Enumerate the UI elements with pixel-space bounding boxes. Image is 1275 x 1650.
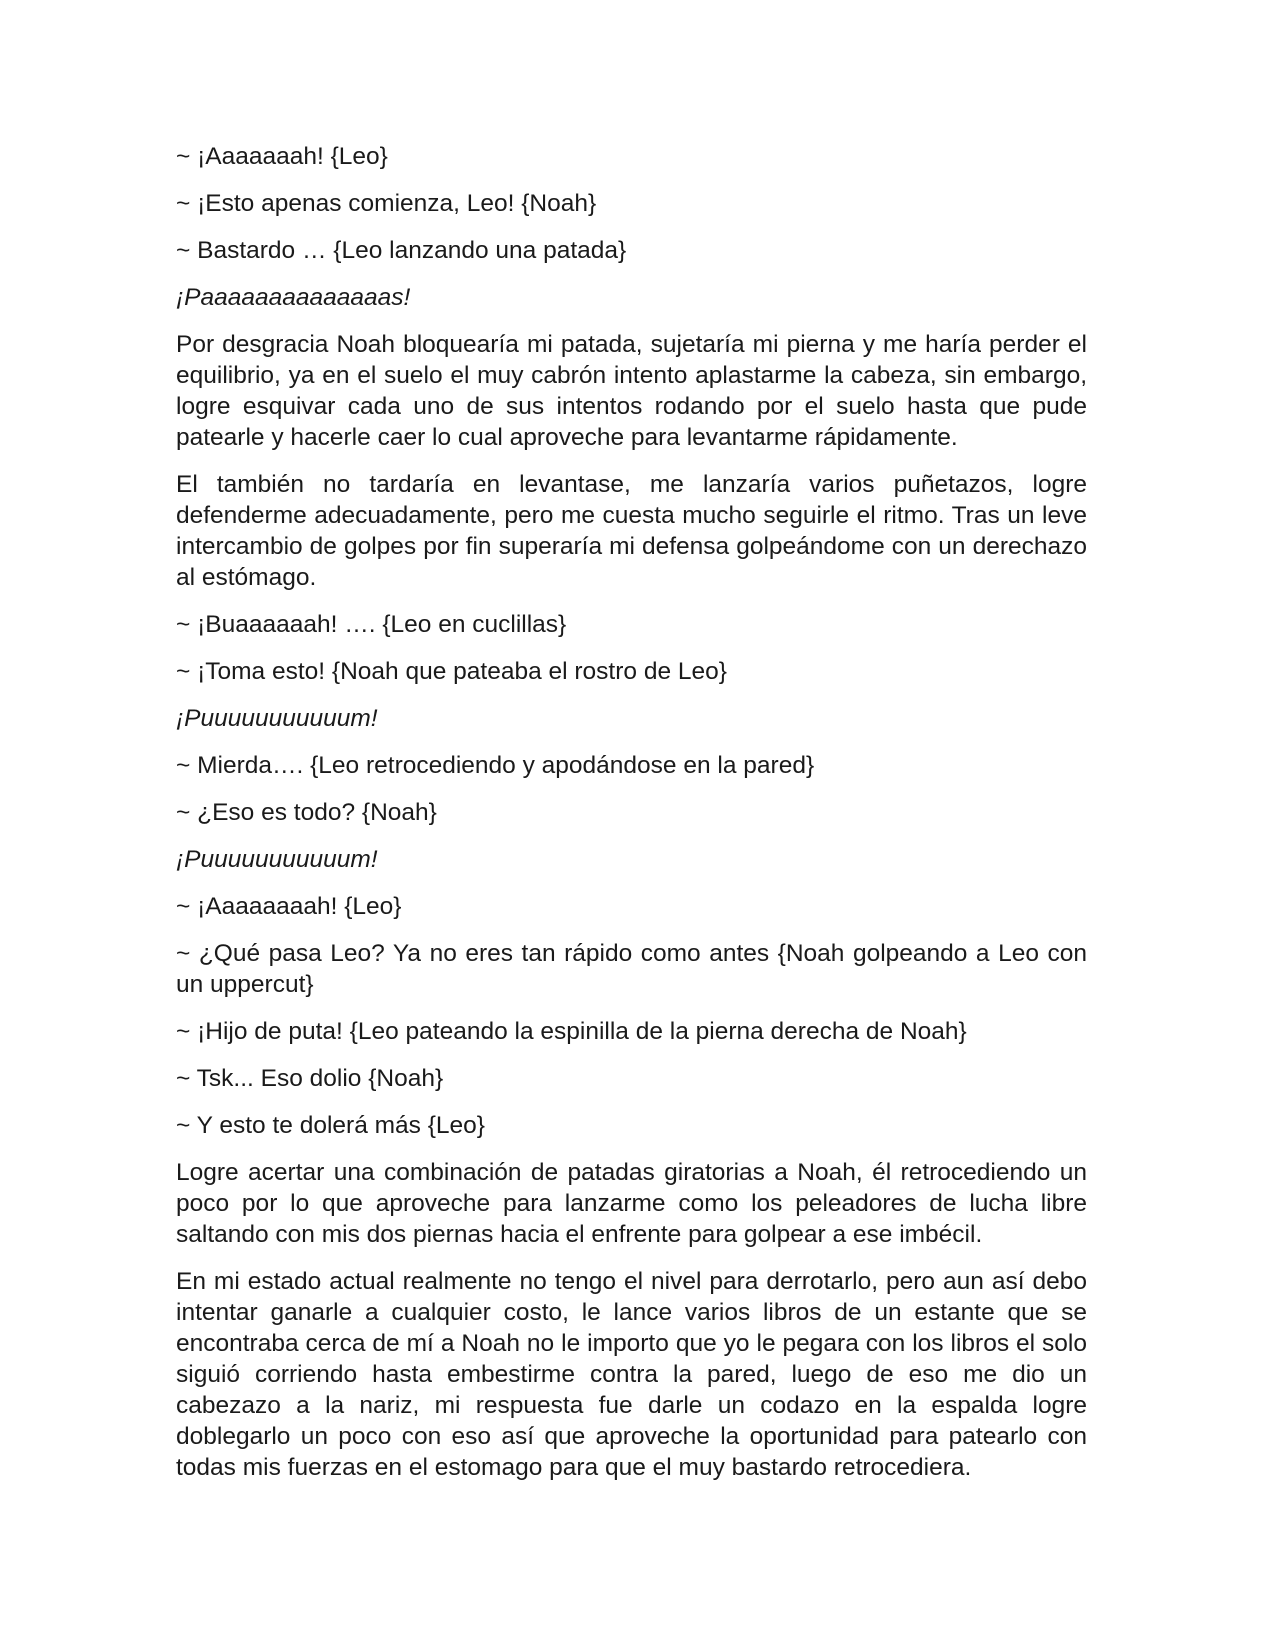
page-body — [176, 141, 1087, 1499]
dialogue-line: ~ ¡Hijo de puta! {Leo pateando la espinilla de la pierna derecha de Noah} — [176, 1018, 967, 1045]
dialogue-line: ~ ¡Toma esto! {Noah que pateaba el rostro de Leo} — [176, 658, 727, 685]
dialogue-paragraph: ~ ¿Qué pasa Leo? Ya no eres tan rápido como antes {Noah golpeando a Leo con un uppercut} — [176, 940, 1087, 998]
dialogue-line: ~ Y esto te dolerá más {Leo} — [176, 1112, 485, 1139]
dialogue-line: ~ Tsk... Eso dolio {Noah} — [176, 1065, 444, 1092]
narrative-paragraph: Por desgracia Noah bloquearía mi patada, sujetaría mi pierna y me haría perder el equilibrio, ya en el suelo el muy cabrón intento aplastarme la cabeza, sin embargo, logre esquivar cada uno de sus intentos rodando por el suelo hasta que pude patearle y hacerle caer lo cual aproveche para levantarme rápidamente. — [176, 331, 1087, 451]
dialogue-line: ~ ¡Buaaaaaah! …. {Leo en cuclillas} — [176, 611, 567, 638]
dialogue-line: ~ Mierda…. {Leo retrocediendo y apodándose en la pared} — [176, 752, 815, 779]
narrative-paragraph: En mi estado actual realmente no tengo el nivel para derrotarlo, pero aun así debo intentar ganarle a cualquier costo, le lance varios libros de un estante que se encontraba cerca de mí a Noah no le importo que yo le pegara con los libros el solo siguió corriendo hasta embestirme contra la pared, luego de eso me dio un cabezazo a la nariz, mi respuesta fue darle un codazo en la espalda logre doblegarlo un poco con eso así que aproveche la oportunidad para patearlo con todas mis fuerzas en el estomago para que el muy bastardo retrocediera. — [176, 1268, 1087, 1481]
dialogue-line: ~ ¡Aaaaaaaah! {Leo} — [176, 893, 402, 920]
sound-effect: ¡Puuuuuuuuuuum! — [176, 846, 378, 873]
sound-effect: ¡Puuuuuuuuuuum! — [176, 705, 378, 732]
narrative-paragraph: El también no tardaría en levantase, me lanzaría varios puñetazos, logre defenderme adecuadamente, pero me cuesta mucho seguirle el ritmo. Tras un leve intercambio de golpes por fin superaría mi defensa golpeándome con un derechazo al estómago. — [176, 471, 1087, 591]
narrative-paragraph: Logre acertar una combinación de patadas giratorias a Noah, él retrocediendo un poco por lo que aproveche para lanzarme como los peleadores de lucha libre saltando con mis dos piernas hacia el enfrente para golpear a ese imbécil. — [176, 1159, 1087, 1248]
dialogue-line: ~ ¡Esto apenas comienza, Leo! {Noah} — [176, 190, 597, 217]
dialogue-line: ~ Bastardo … {Leo lanzando una patada} — [176, 237, 627, 264]
dialogue-line: ~ ¡Aaaaaaah! {Leo} — [176, 143, 388, 170]
sound-effect: ¡Paaaaaaaaaaaaaas! — [176, 284, 411, 311]
dialogue-line: ~ ¿Eso es todo? {Noah} — [176, 799, 437, 826]
